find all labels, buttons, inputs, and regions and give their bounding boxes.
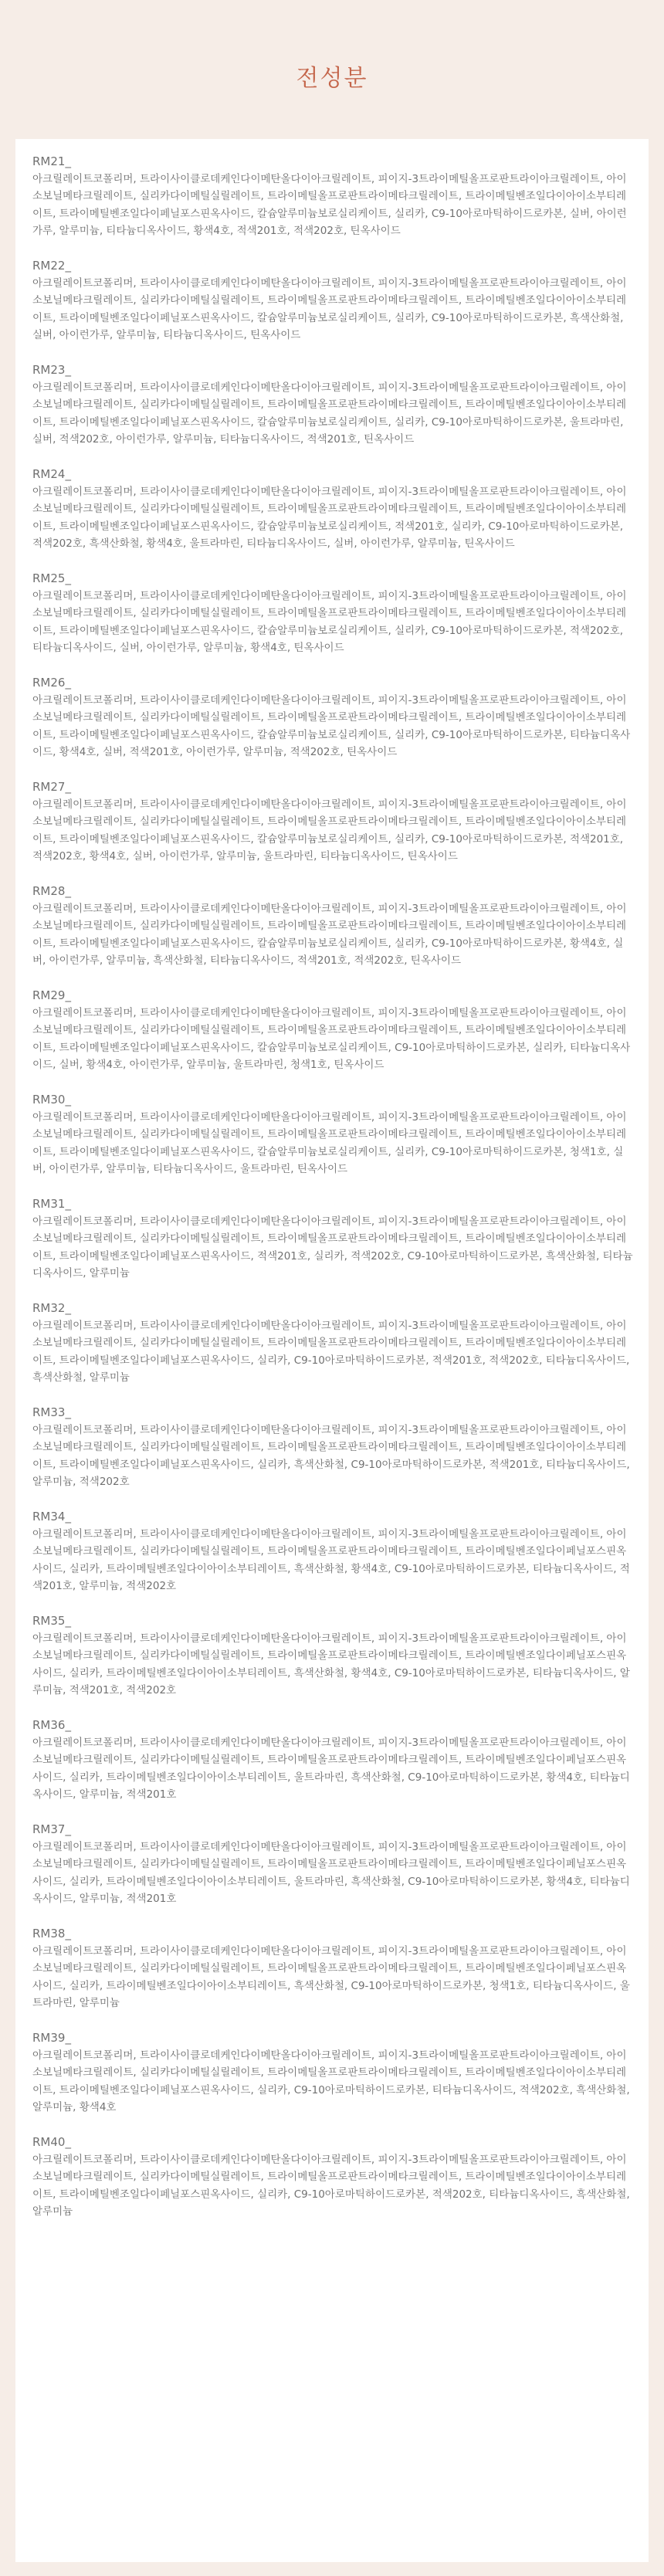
ingredient-list: 아크릴레이트코폴리머, 트라이사이클로데케인다이메탄올다이아크릴레이트, 피이지-3트라이메틸올프로판트라이아크릴레이트, 아이소보닐메타크릴레이트, 실리카다이메틸실릴레이트, 트라이메틸올프로판트라이메타크릴레이트, 트라이메틸벤조일다이아이소부티레이트, 트라이메틸벤조일다이페닐포스핀옥사이드, 칼슘알루미늄보로실리케이트, 실리카, C9-10아로마틱하이드로카본, 적색202호, 티타늄디옥사이드, 실버, 아이런가루, 알루미늄, 황색4호, 틴옥사이드 (32, 589, 627, 654)
product-code: RM38_ (32, 1927, 71, 1940)
ingredient-entry (32, 361, 633, 449)
ingredient-list: 아크릴레이트코폴리머, 트라이사이클로데케인다이메탄올다이아크릴레이트, 피이지-3트라이메틸올프로판트라이아크릴레이트, 아이소보닐메타크릴레이트, 실리카다이메틸실릴레이트, 트라이메틸올프로판트라이메타크릴레이트, 트라이메틸벤조일다이아이소부티레이트, 트라이메틸벤조일다이페닐포스핀옥사이드, 칼슘알루미늄보로실리케이트, 실리카, C9-10아로마틱하이드로카본, 실버, 아이런가루, 알루미늄, 티타늄디옥사이드, 황색4호, 적색201호, 적색202호, 틴옥사이드 (32, 172, 627, 237)
ingredient-list: 아크릴레이트코폴리머, 트라이사이클로데케인다이메탄올다이아크릴레이트, 피이지-3트라이메틸올프로판트라이아크릴레이트, 아이소보닐메타크릴레이트, 실리카다이메틸실릴레이트, 트라이메틸올프로판트라이메타크릴레이트, 트라이메틸벤조일다이페닐포스핀옥사이드, 실리카, 트라이메틸벤조일다이아이소부티레이트, 흑색산화철, C9-10아로마틱하이드로카본, 청색1호, 티타늄디옥사이드, 울트라마린, 알루미늄 (32, 1944, 630, 2009)
ingredient-entry (32, 1195, 633, 1283)
ingredient-list: 아크릴레이트코폴리머, 트라이사이클로데케인다이메탄올다이아크릴레이트, 피이지-3트라이메틸올프로판트라이아크릴레이트, 아이소보닐메타크릴레이트, 실리카다이메틸실릴레이트, 트라이메틸올프로판트라이메타크릴레이트, 트라이메틸벤조일다이아이소부티레이트, 트라이메틸벤조일다이페닐포스핀옥사이드, 칼슘알루미늄보로실리케이트, 적색201호, 실리카, C9-10아로마틱하이드로카본, 적색202호, 흑색산화철, 황색4호, 울트라마린, 티타늄디옥사이드, 실버, 아이런가루, 알루미늄, 틴옥사이드 (32, 485, 627, 550)
product-code: RM35_ (32, 1614, 71, 1628)
ingredient-list: 아크릴레이트코폴리머, 트라이사이클로데케인다이메탄올다이아크릴레이트, 피이지-3트라이메틸올프로판트라이아크릴레이트, 아이소보닐메타크릴레이트, 실리카다이메틸실릴레이트, 트라이메틸올프로판트라이메타크릴레이트, 트라이메틸벤조일다이페닐포스핀옥사이드, 실리카, 트라이메틸벤조일다이아이소부티레이트, 울트라마린, 흑색산화철, C9-10아로마틱하이드로카본, 황색4호, 티타늄디옥사이드, 알루미늄, 적색201호 (32, 1840, 630, 1905)
ingredient-entry (32, 570, 633, 657)
product-code: RM29_ (32, 988, 71, 1002)
ingredient-entry (32, 1300, 633, 1387)
ingredient-entry (32, 1717, 633, 1804)
product-code: RM25_ (32, 571, 71, 585)
ingredient-list: 아크릴레이트코폴리머, 트라이사이클로데케인다이메탄올다이아크릴레이트, 피이지-3트라이메틸올프로판트라이아크릴레이트, 아이소보닐메타크릴레이트, 실리카다이메틸실릴레이트, 트라이메틸올프로판트라이메타크릴레이트, 트라이메틸벤조일다이아이소부티레이트, 트라이메틸벤조일다이페닐포스핀옥사이드, 실리카, C9-10아로마틱하이드로카본, 적색201호, 적색202호, 티타늄디옥사이드, 흑색산화철, 알루미늄 (32, 1319, 630, 1384)
product-code: RM26_ (32, 676, 71, 690)
product-code: RM40_ (32, 2135, 71, 2149)
product-code: RM22_ (32, 259, 71, 273)
ingredient-list: 아크릴레이트코폴리머, 트라이사이클로데케인다이메탄올다이아크릴레이트, 피이지-3트라이메틸올프로판트라이아크릴레이트, 아이소보닐메타크릴레이트, 실리카다이메틸실릴레이트, 트라이메틸올프로판트라이메타크릴레이트, 트라이메틸벤조일다이아이소부티레이트, 트라이메틸벤조일다이페닐포스핀옥사이드, 실리카, C9-10아로마틱하이드로카본, 적색202호, 티타늄디옥사이드, 흑색산화철, 알루미늄 (32, 2153, 630, 2218)
ingredients-card (15, 139, 649, 2562)
ingredient-list: 아크릴레이트코폴리머, 트라이사이클로데케인다이메탄올다이아크릴레이트, 피이지-3트라이메틸올프로판트라이아크릴레이트, 아이소보닐메타크릴레이트, 실리카다이메틸실릴레이트, 트라이메틸올프로판트라이메타크릴레이트, 트라이메틸벤조일다이아이소부티레이트, 트라이메틸벤조일다이페닐포스핀옥사이드, 적색201호, 실리카, 적색202호, C9-10아로마틱하이드로카본, 흑색산화철, 티타늄디옥사이드, 알루미늄 (32, 1215, 633, 1280)
product-code: RM39_ (32, 2031, 71, 2045)
product-code: RM34_ (32, 1510, 71, 1524)
ingredient-list: 아크릴레이트코폴리머, 트라이사이클로데케인다이메탄올다이아크릴레이트, 피이지-3트라이메틸올프로판트라이아크릴레이트, 아이소보닐메타크릴레이트, 실리카다이메틸실릴레이트, 트라이메틸올프로판트라이메타크릴레이트, 트라이메틸벤조일다이아이소부티레이트, 트라이메틸벤조일다이페닐포스핀옥사이드, 칼슘알루미늄보로실리케이트, 실리카, C9-10아로마틱하이드로카본, 적색201호, 적색202호, 황색4호, 실버, 아이런가루, 알루미늄, 울트라마린, 티타늄디옥사이드, 틴옥사이드 (32, 798, 627, 863)
ingredient-entry (32, 2029, 633, 2117)
ingredient-list: 아크릴레이트코폴리머, 트라이사이클로데케인다이메탄올다이아크릴레이트, 피이지-3트라이메틸올프로판트라이아크릴레이트, 아이소보닐메타크릴레이트, 실리카다이메틸실릴레이트, 트라이메틸올프로판트라이메타크릴레이트, 트라이메틸벤조일다이아이소부티레이트, 트라이메틸벤조일다이페닐포스핀옥사이드, 칼슘알루미늄보로실리케이트, 실리카, C9-10아로마틱하이드로카본, 울트라마린, 실버, 적색202호, 아이런가루, 알루미늄, 티타늄디옥사이드, 적색201호, 틴옥사이드 (32, 381, 627, 446)
ingredient-entry (32, 257, 633, 344)
ingredient-list: 아크릴레이트코폴리머, 트라이사이클로데케인다이메탄올다이아크릴레이트, 피이지-3트라이메틸올프로판트라이아크릴레이트, 아이소보닐메타크릴레이트, 실리카다이메틸실릴레이트, 트라이메틸올프로판트라이메타크릴레이트, 트라이메틸벤조일다이페닐포스핀옥사이드, 실리카, 트라이메틸벤조일다이아이소부티레이트, 흑색산화철, 황색4호, C9-10아로마틱하이드로카본, 티타늄디옥사이드, 적색201호, 알루미늄, 적색202호 (32, 1527, 630, 1592)
ingredient-entry (32, 1404, 633, 1491)
product-code: RM28_ (32, 884, 71, 898)
ingredient-entry (32, 1091, 633, 1178)
product-code: RM33_ (32, 1405, 71, 1419)
ingredient-entry (32, 1925, 633, 2012)
ingredient-list: 아크릴레이트코폴리머, 트라이사이클로데케인다이메탄올다이아크릴레이트, 피이지-3트라이메틸올프로판트라이아크릴레이트, 아이소보닐메타크릴레이트, 실리카다이메틸실릴레이트, 트라이메틸올프로판트라이메타크릴레이트, 트라이메틸벤조일다이아이소부티레이트, 트라이메틸벤조일다이페닐포스핀옥사이드, 칼슘알루미늄보로실리케이트, 실리카, C9-10아로마틱하이드로카본, 티타늄디옥사이드, 황색4호, 실버, 적색201호, 아이런가루, 알루미늄, 적색202호, 틴옥사이드 (32, 693, 631, 758)
ingredient-list: 아크릴레이트코폴리머, 트라이사이클로데케인다이메탄올다이아크릴레이트, 피이지-3트라이메틸올프로판트라이아크릴레이트, 아이소보닐메타크릴레이트, 실리카다이메틸실릴레이트, 트라이메틸올프로판트라이메타크릴레이트, 트라이메틸벤조일다이아이소부티레이트, 트라이메틸벤조일다이페닐포스핀옥사이드, 실리카, C9-10아로마틱하이드로카본, 티타늄디옥사이드, 적색202호, 흑색산화철, 알루미늄, 황색4호 (32, 2049, 630, 2113)
ingredient-entry (32, 778, 633, 866)
product-code: RM37_ (32, 1822, 71, 1836)
product-code: RM30_ (32, 1093, 71, 1107)
ingredient-list: 아크릴레이트코폴리머, 트라이사이클로데케인다이메탄올다이아크릴레이트, 피이지-3트라이메틸올프로판트라이아크릴레이트, 아이소보닐메타크릴레이트, 실리카다이메틸실릴레이트, 트라이메틸올프로판트라이메타크릴레이트, 트라이메틸벤조일다이아이소부티레이트, 트라이메틸벤조일다이페닐포스핀옥사이드, 칼슘알루미늄보로실리케이트, 실리카, C9-10아로마틱하이드로카본, 흑색산화철, 실버, 아이런가루, 알루미늄, 티타늄디옥사이드, 틴옥사이드 (32, 276, 627, 341)
ingredient-entry (32, 674, 633, 761)
ingredient-entry (32, 1508, 633, 1595)
product-code: RM36_ (32, 1718, 71, 1732)
product-code: RM23_ (32, 363, 71, 377)
product-code: RM32_ (32, 1301, 71, 1315)
ingredient-entry (32, 2134, 633, 2221)
ingredient-entry (32, 987, 633, 1074)
product-code: RM27_ (32, 780, 71, 794)
product-code: RM31_ (32, 1197, 71, 1211)
product-code: RM21_ (32, 154, 71, 168)
ingredient-entry (32, 883, 633, 970)
ingredient-entry (32, 1821, 633, 1908)
ingredient-list: 아크릴레이트코폴리머, 트라이사이클로데케인다이메탄올다이아크릴레이트, 피이지-3트라이메틸올프로판트라이아크릴레이트, 아이소보닐메타크릴레이트, 실리카다이메틸실릴레이트, 트라이메틸올프로판트라이메타크릴레이트, 트라이메틸벤조일다이아이소부티레이트, 트라이메틸벤조일다이페닐포스핀옥사이드, 칼슘알루미늄보로실리케이트, C9-10아로마틱하이드로카본, 실리카, 티타늄디옥사이드, 실버, 황색4호, 아이런가루, 알루미늄, 울트라마린, 청색1호, 틴옥사이드 (32, 1006, 631, 1071)
page-title: 전성분 (296, 65, 368, 92)
product-code: RM24_ (32, 467, 71, 481)
ingredient-list: 아크릴레이트코폴리머, 트라이사이클로데케인다이메탄올다이아크릴레이트, 피이지-3트라이메틸올프로판트라이아크릴레이트, 아이소보닐메타크릴레이트, 실리카다이메틸실릴레이트, 트라이메틸올프로판트라이메타크릴레이트, 트라이메틸벤조일다이페닐포스핀옥사이드, 실리카, 트라이메틸벤조일다이아이소부티레이트, 울트라마린, 흑색산화철, C9-10아로마틱하이드로카본, 황색4호, 티타늄디옥사이드, 알루미늄, 적색201호 (32, 1736, 630, 1801)
ingredient-list: 아크릴레이트코폴리머, 트라이사이클로데케인다이메탄올다이아크릴레이트, 피이지-3트라이메틸올프로판트라이아크릴레이트, 아이소보닐메타크릴레이트, 실리카다이메틸실릴레이트, 트라이메틸올프로판트라이메타크릴레이트, 트라이메틸벤조일다이아이소부티레이트, 트라이메틸벤조일다이페닐포스핀옥사이드, 실리카, 흑색산화철, C9-10아로마틱하이드로카본, 적색201호, 티타늄디옥사이드, 알루미늄, 적색202호 (32, 1423, 630, 1488)
ingredient-entry (32, 466, 633, 553)
ingredient-list: 아크릴레이트코폴리머, 트라이사이클로데케인다이메탄올다이아크릴레이트, 피이지-3트라이메틸올프로판트라이아크릴레이트, 아이소보닐메타크릴레이트, 실리카다이메틸실릴레이트, 트라이메틸올프로판트라이메타크릴레이트, 트라이메틸벤조일다이페닐포스핀옥사이드, 실리카, 트라이메틸벤조일다이아이소부티레이트, 흑색산화철, 황색4호, C9-10아로마틱하이드로카본, 티타늄디옥사이드, 알루미늄, 적색201호, 적색202호 (32, 1632, 630, 1696)
ingredient-entry (32, 1612, 633, 1700)
ingredient-entry (32, 153, 633, 240)
ingredient-list: 아크릴레이트코폴리머, 트라이사이클로데케인다이메탄올다이아크릴레이트, 피이지-3트라이메틸올프로판트라이아크릴레이트, 아이소보닐메타크릴레이트, 실리카다이메틸실릴레이트, 트라이메틸올프로판트라이메타크릴레이트, 트라이메틸벤조일다이아이소부티레이트, 트라이메틸벤조일다이페닐포스핀옥사이드, 칼슘알루미늄보로실리케이트, 실리카, C9-10아로마틱하이드로카본, 청색1호, 실버, 아이런가루, 알루미늄, 티타늄디옥사이드, 울트라마린, 틴옥사이드 (32, 1110, 627, 1175)
ingredient-list: 아크릴레이트코폴리머, 트라이사이클로데케인다이메탄올다이아크릴레이트, 피이지-3트라이메틸올프로판트라이아크릴레이트, 아이소보닐메타크릴레이트, 실리카다이메틸실릴레이트, 트라이메틸올프로판트라이메타크릴레이트, 트라이메틸벤조일다이아이소부티레이트, 트라이메틸벤조일다이페닐포스핀옥사이드, 칼슘알루미늄보로실리케이트, 실리카, C9-10아로마틱하이드로카본, 황색4호, 실버, 아이런가루, 알루미늄, 흑색산화철, 티타늄디옥사이드, 적색201호, 적색202호, 틴옥사이드 (32, 902, 627, 967)
